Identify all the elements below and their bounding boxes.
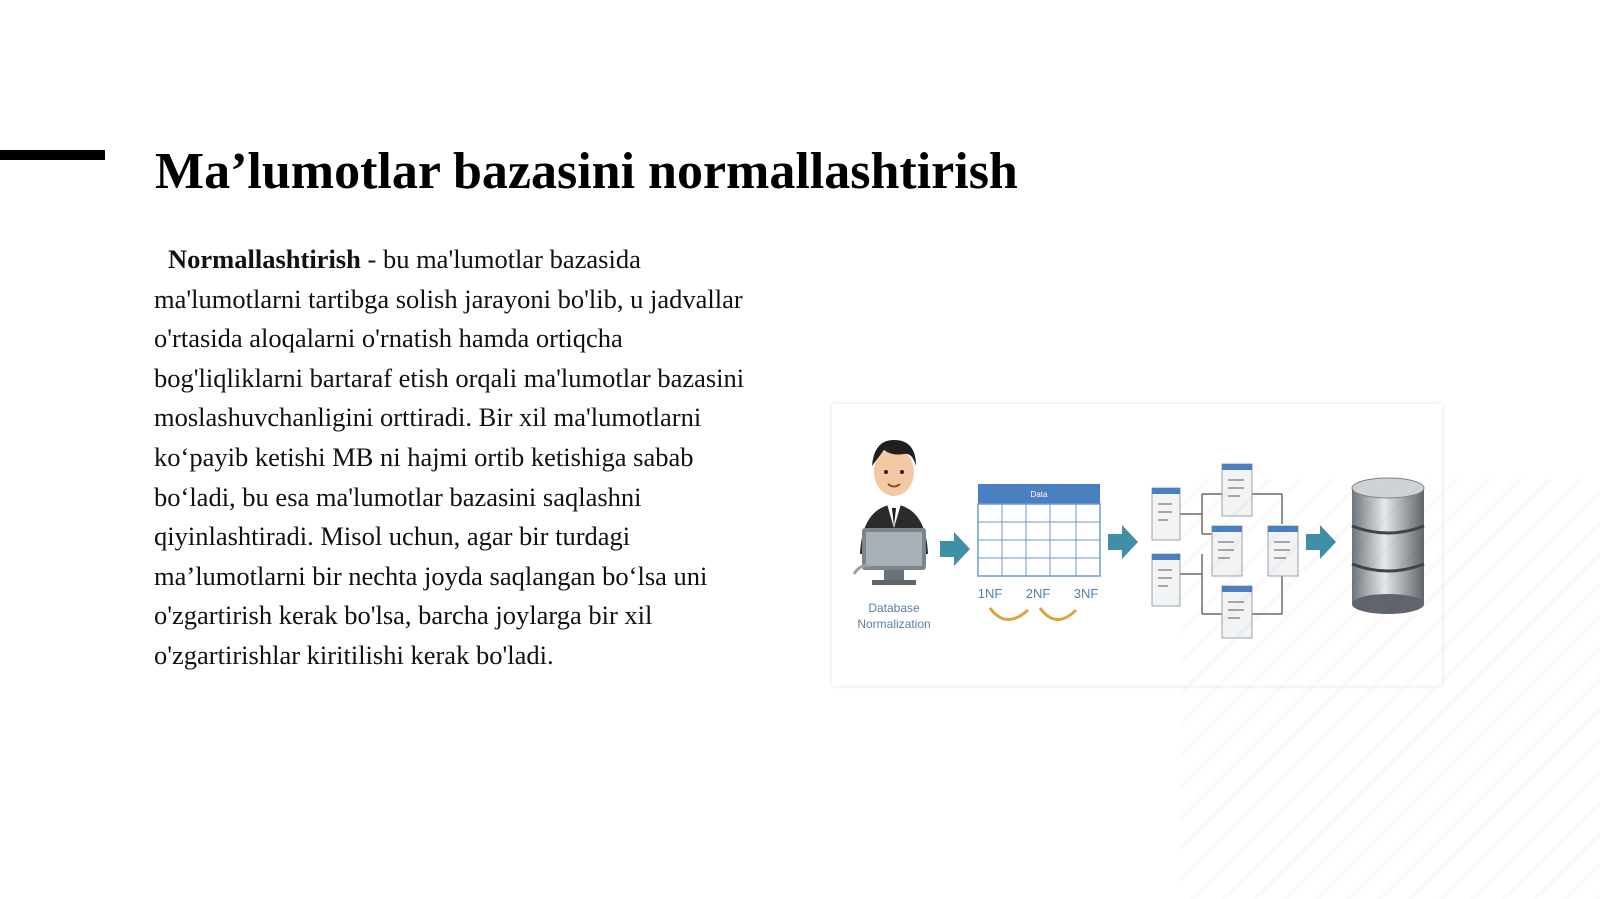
diagram-svg — [832, 404, 1442, 686]
caption-line-1: Database — [868, 601, 920, 615]
slide-title: Ma’lumotlar bazasini normallashtirish — [155, 143, 1018, 200]
person-at-computer-icon — [854, 440, 928, 585]
transition-curve-1 — [990, 608, 1028, 620]
caption-line-2: Normalization — [857, 617, 931, 631]
body-text: - bu ma'lumotlar bazasida ma'lumotlarni tartibga solish jarayoni bo'lib, u jadvallar o'rtasida aloqalarni o'rnatish hamda ortiqcha bog'liqliklarni bartaraf etish orqali ma'lumotlar bazasini moslashuvchanligini orttiradi. Bir xil ma'lumotlarni ko‘payib ketishi MB ni hajmi ortib ketishiga sabab bo‘ladi, bu esa ma'lumotlar bazasini saqlashni qiyinlashtiradi. Misol uchun, agar bir turdagi ma’lumotlarni bir nechta joyda saqlangan bo‘lsa uni o'zgartirish kerak bo'lsa, barcha joylarga bir xil o'zgartirishlar kiritilishi kerak bo'ladi. — [154, 244, 745, 670]
table-icon — [978, 484, 1100, 576]
nf-label-1: 1NF — [977, 586, 1003, 601]
normalization-diagram — [832, 404, 1442, 686]
term-normallashtirish: Normallashtirish — [168, 244, 361, 274]
entity-boxes — [1152, 464, 1298, 638]
accent-bar — [0, 150, 105, 160]
table-header-label: Data — [1030, 490, 1048, 499]
nf-label-3: 3NF — [1073, 586, 1099, 601]
nf-label-2: 2NF — [1025, 586, 1051, 601]
transition-curve-2 — [1040, 608, 1076, 620]
arrow-right-icon — [940, 532, 970, 566]
body-paragraph — [154, 240, 764, 676]
arrow-right-icon — [1108, 525, 1138, 559]
database-icon — [1352, 478, 1424, 614]
arrow-right-icon — [1306, 525, 1336, 559]
